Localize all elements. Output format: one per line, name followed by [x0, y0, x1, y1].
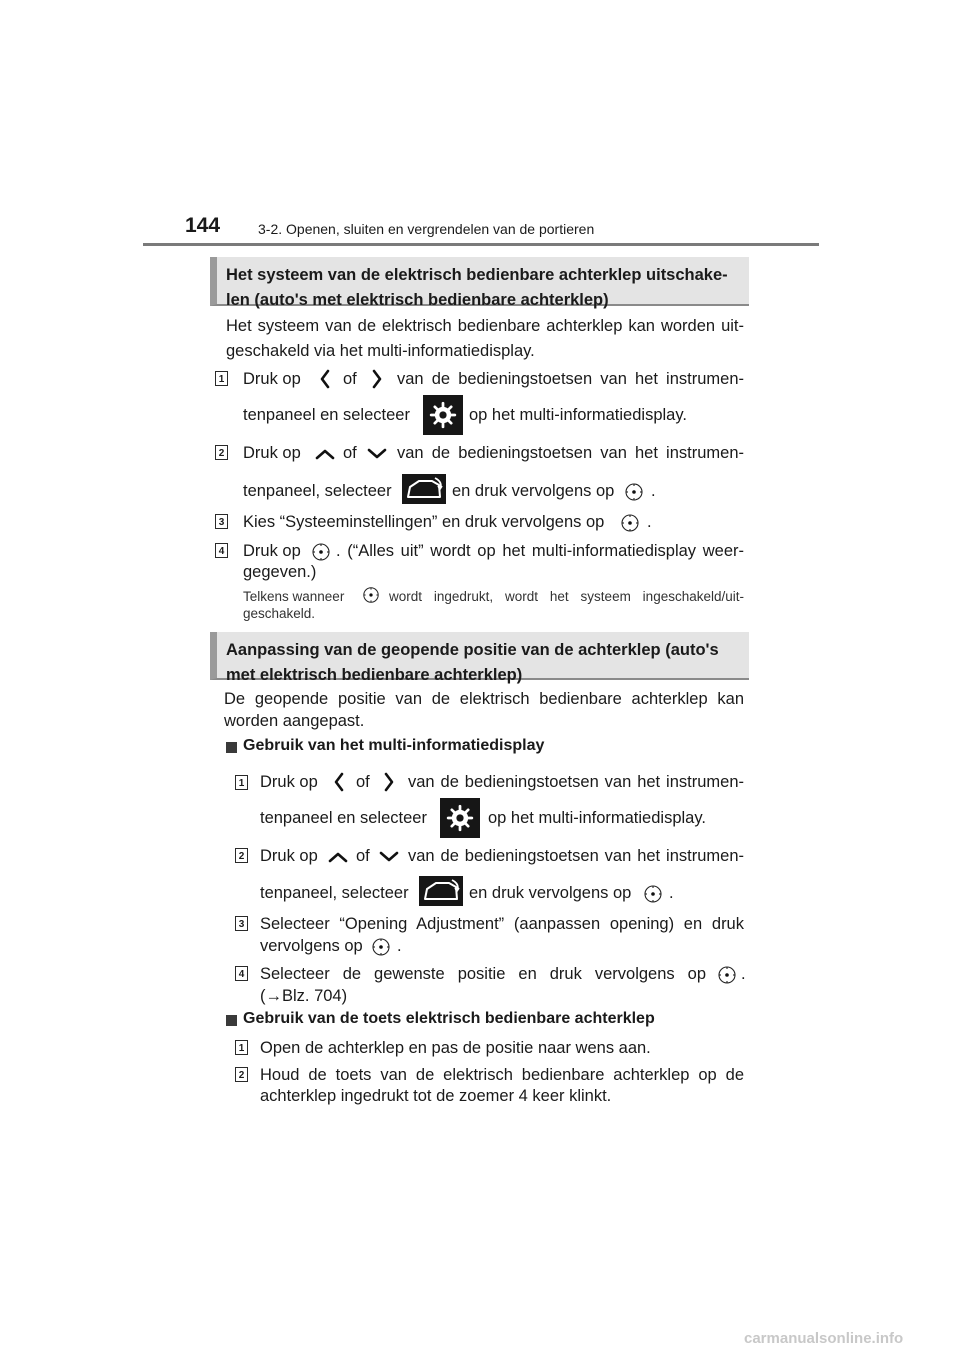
step-number: 1	[235, 1040, 248, 1055]
step-text: van de bedieningstoetsen van het instrumen-	[397, 370, 744, 388]
step-number: 2	[235, 848, 248, 863]
step-text: van de bedieningstoetsen van het instrumen-	[408, 773, 744, 791]
section-title-line: Aanpassing van de geopende positie van de achterklep (auto's	[226, 641, 719, 659]
step-text: gegeven.)	[243, 563, 317, 581]
page-number: 144	[185, 214, 221, 237]
step-number: 3	[235, 916, 248, 931]
step-text: .	[669, 884, 674, 902]
step-number: 2	[215, 445, 228, 460]
bullet-square	[226, 1015, 237, 1026]
step-text: en druk vervolgens op	[452, 482, 615, 500]
step-text: Druk op	[243, 542, 301, 560]
note-text: geschakeld.	[243, 606, 316, 621]
intro-text: geschakeld via het multi-informatiedisplay.	[226, 342, 535, 360]
step-text: Selecteer “Opening Adjustment” (aanpassen opening) en druk	[260, 915, 744, 933]
up-chevron-icon	[327, 851, 349, 863]
right-chevron-icon	[371, 369, 383, 389]
ok-button-icon	[620, 513, 640, 533]
step-text: of	[343, 370, 357, 388]
vehicle-tailgate-icon	[402, 474, 446, 504]
ok-button-icon	[362, 586, 380, 604]
subheading: Gebruik van het multi-informatiedisplay	[243, 737, 545, 754]
down-chevron-icon	[378, 851, 400, 863]
step-text: .	[741, 965, 746, 983]
note-text: wordt ingedrukt, wordt het systeem ingeschakeld/uit-	[389, 589, 744, 604]
left-chevron-icon	[319, 369, 331, 389]
section-title-line: len (auto's met elektrisch bedienbare achterklep)	[226, 291, 609, 309]
section-title-box	[210, 257, 749, 309]
step-text: tenpaneel, selecteer	[260, 884, 409, 902]
right-chevron-icon	[383, 772, 395, 792]
step-text: achterklep ingedrukt tot de zoemer 4 keer klinkt.	[260, 1087, 612, 1105]
bullet-square	[226, 742, 237, 753]
ok-button-icon	[624, 482, 644, 502]
step-text: Houd de toets van de elektrisch bedienbare achterklep op de	[260, 1066, 744, 1084]
step-text: Kies “Systeeminstellingen” en druk vervolgens op	[243, 513, 605, 531]
step-number: 3	[215, 514, 228, 529]
step-text: en druk vervolgens op	[469, 884, 632, 902]
intro-text: worden aangepast.	[224, 712, 365, 730]
step-text: of	[356, 773, 370, 791]
running-header: 3-2. Openen, sluiten en vergrendelen van de portieren	[258, 221, 595, 237]
step-number: 2	[235, 1067, 248, 1082]
step-text: . (“Alles uit” wordt op het multi-informatiedisplay weer-	[336, 542, 744, 560]
step-text: tenpaneel, selecteer	[243, 482, 392, 500]
step-text: of	[356, 847, 370, 865]
step-text: of	[343, 444, 357, 462]
intro-text: De geopende positie van de elektrisch bedienbare achterklep kan	[224, 690, 744, 708]
step-text: van de bedieningstoetsen van het instrumen-	[408, 847, 744, 865]
ok-button-icon	[643, 884, 663, 904]
step-text: op het multi-informatiedisplay.	[469, 406, 687, 424]
step-number: 4	[235, 966, 248, 981]
down-chevron-icon	[366, 448, 388, 460]
step-text: Druk op	[260, 847, 318, 865]
ok-button-icon	[717, 965, 737, 985]
step-text: .	[397, 937, 402, 955]
note-text: Telkens wanneer	[243, 589, 345, 604]
step-text: .	[647, 513, 652, 531]
step-number: 1	[215, 371, 228, 386]
step-text: .	[651, 482, 656, 500]
step-text: Druk op	[260, 773, 318, 791]
step-text: op het multi-informatiedisplay.	[488, 809, 706, 827]
subheading: Gebruik van de toets elektrisch bedienbare achterklep	[243, 1010, 655, 1027]
step-text: vervolgens op	[260, 937, 363, 955]
step-text: Druk op	[243, 370, 301, 388]
gear-icon	[421, 395, 465, 435]
vehicle-tailgate-icon	[419, 876, 463, 906]
ok-button-icon	[311, 542, 331, 562]
step-text: Druk op	[243, 444, 301, 462]
header-rule	[143, 243, 819, 246]
step-number: 1	[235, 775, 248, 790]
step-text: Open de achterklep en pas de positie naar wens aan.	[260, 1039, 651, 1057]
step-text: tenpaneel en selecteer	[260, 809, 427, 827]
step-text: (→Blz. 704)	[260, 987, 348, 1005]
gear-icon	[438, 798, 482, 838]
step-number: 4	[215, 543, 228, 558]
section-title-line: met elektrisch bedienbare achterklep)	[226, 666, 523, 684]
section-title-box	[210, 632, 749, 684]
section-title-line: Het systeem van de elektrisch bedienbare achterklep uitschake-	[226, 266, 728, 284]
intro-text: Het systeem van de elektrisch bedienbare achterklep kan worden uit-	[226, 317, 744, 335]
step-text: van de bedieningstoetsen van het instrumen-	[397, 444, 744, 462]
step-text: Selecteer de gewenste positie en druk vervolgens op	[260, 965, 706, 983]
left-chevron-icon	[333, 772, 345, 792]
watermark: carmanualsonline.info	[744, 1330, 904, 1347]
step-text: tenpaneel en selecteer	[243, 406, 410, 424]
ok-button-icon	[371, 937, 391, 957]
up-chevron-icon	[314, 448, 336, 460]
